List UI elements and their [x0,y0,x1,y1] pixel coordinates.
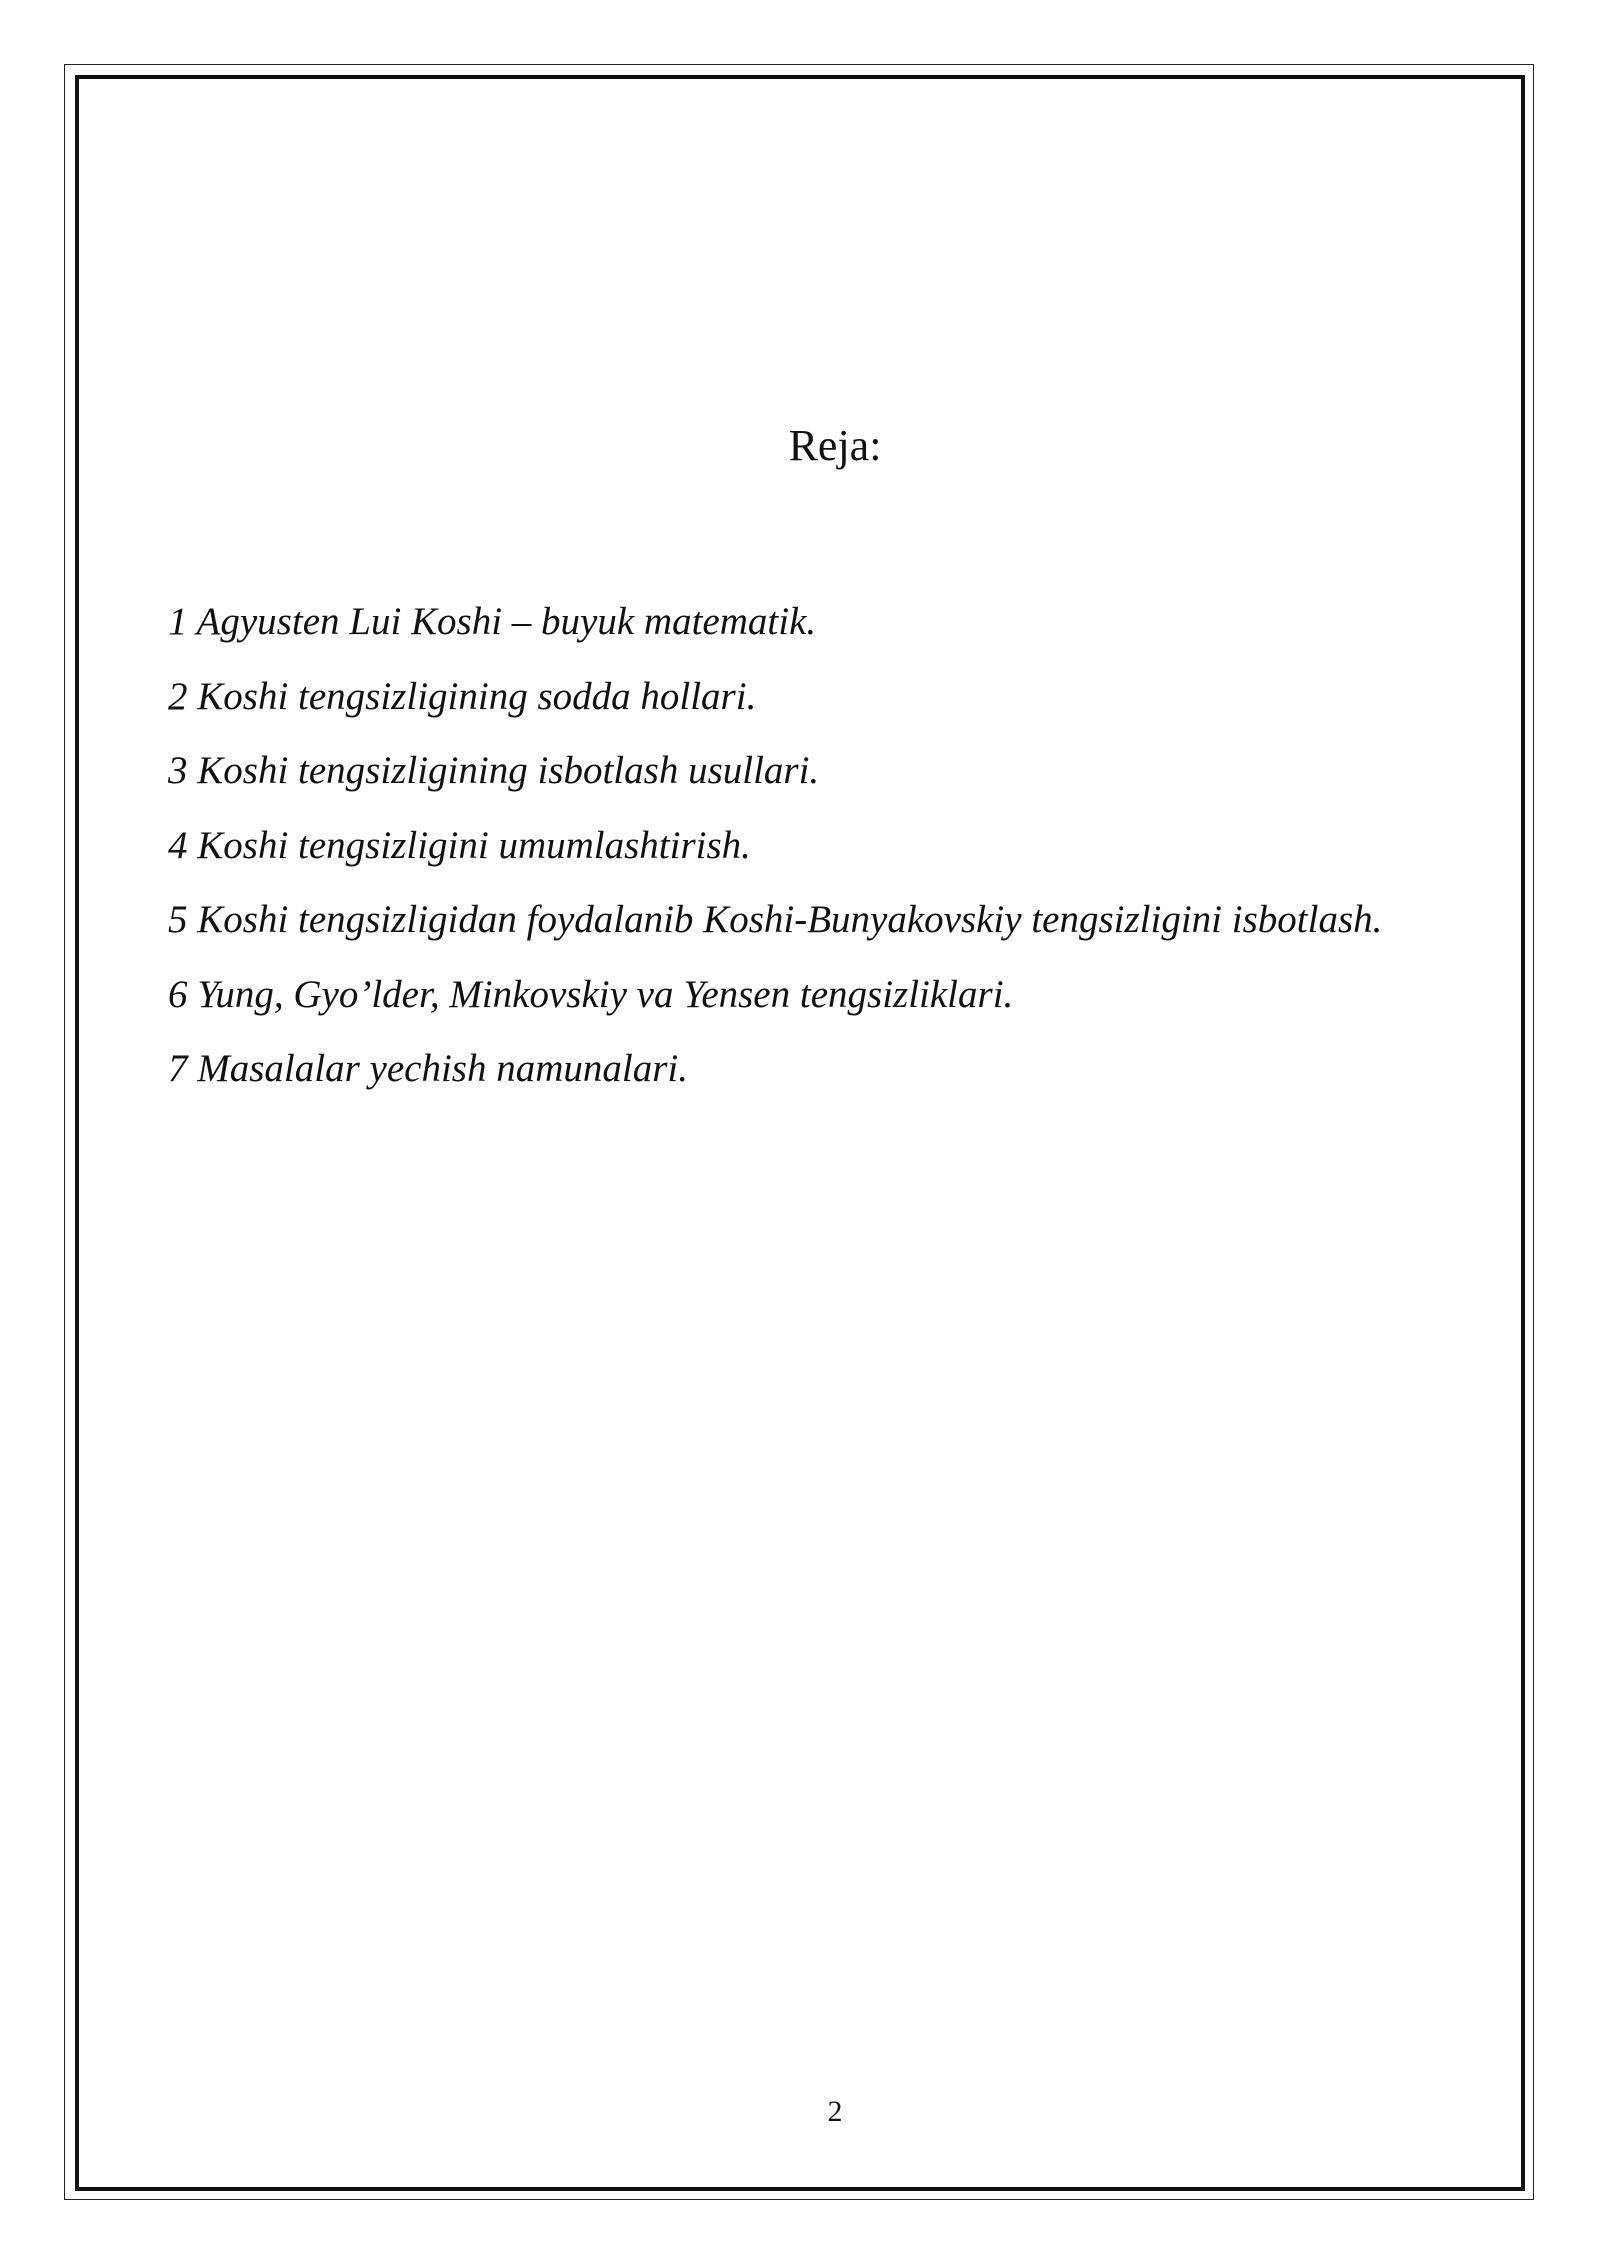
plan-item-7: 7 Masalalar yechish namunalari. [168,1047,688,1090]
page-border-inner [75,75,1525,2191]
page-title: Reja: [788,421,882,470]
plan-item-2: 2 Koshi tengsizligining sodda hollari. [168,674,757,718]
plan-item-3: 3 Koshi tengsizligining isbotlash usullari. [168,749,820,792]
plan-item-1: 1 Agyusten Lui Koshi – buyuk matematik. [168,600,817,643]
plan-list [168,585,1398,1107]
plan-item-5: 5 Koshi tengsizligidan foydalanib Koshi-Bunyakovskiy tengsizligini isbotlash. [168,898,1383,941]
page-number: 2 [827,2095,843,2128]
plan-item-6: 6 Yung, Gyo’lder, Minkovskiy va Yensen tengsizliklari. [168,972,1014,1016]
plan-item-4: 4 Koshi tengsizligini umumlashtirish. [168,823,751,867]
